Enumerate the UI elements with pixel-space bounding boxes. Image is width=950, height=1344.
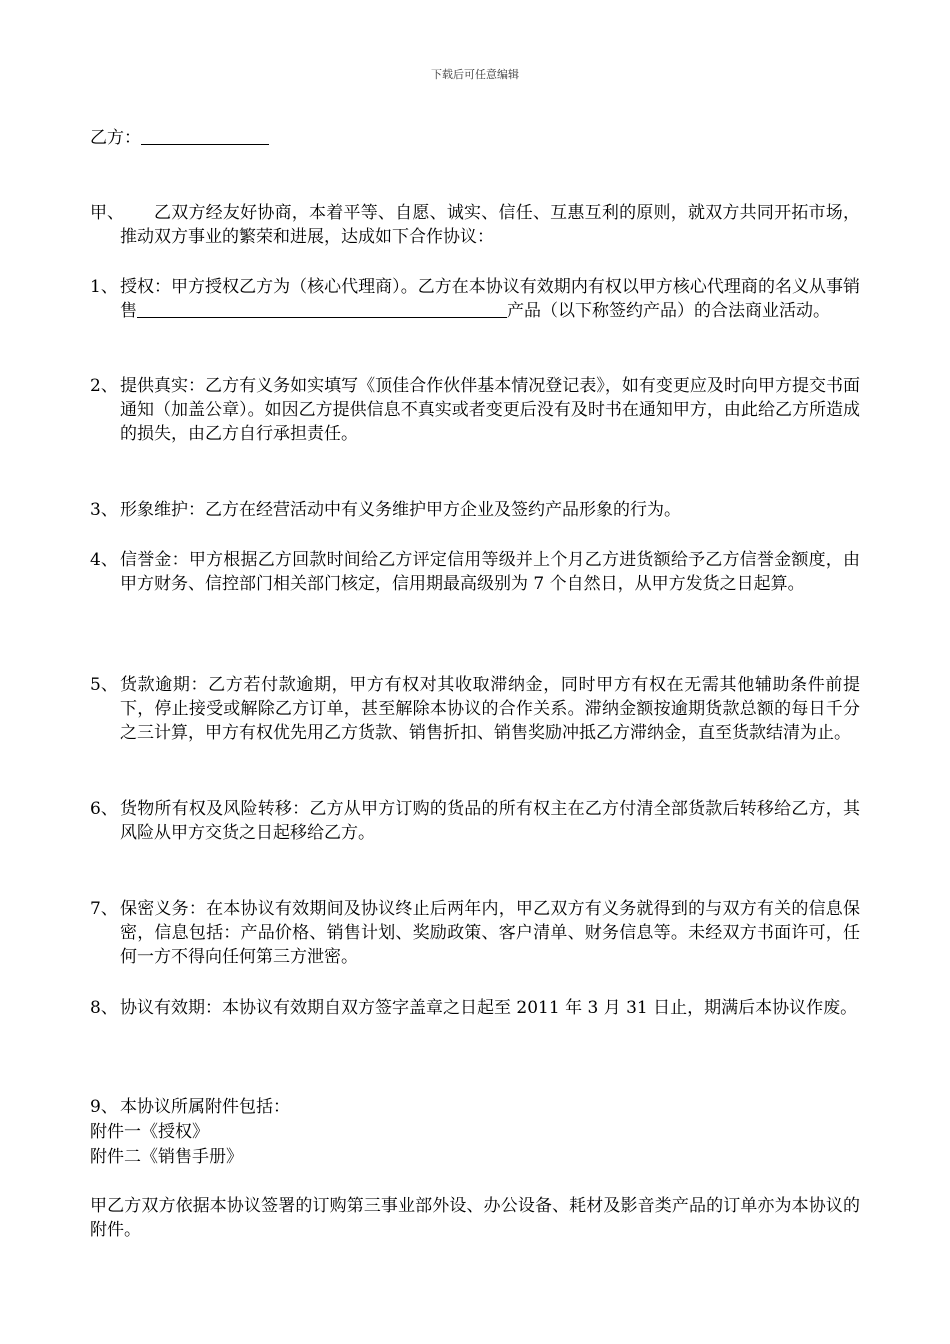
intro-paragraph: [90, 201, 860, 249]
clause-8-text: 协议有效期：本协议有效期自双方签字盖章之日起至 2011 年 3 月 31 日止，期满后本协议作废。: [120, 998, 858, 1018]
clause-2-num: 2、: [90, 376, 118, 396]
clause-1-text: [120, 275, 860, 323]
clause-3-num: 3、: [90, 500, 118, 520]
clause-6-num: 6、: [90, 799, 118, 819]
header-note: 下载后可任意编辑: [431, 68, 519, 81]
party-b-label: 乙方：: [90, 128, 141, 148]
clause-4-text: 信誉金：甲方根据乙方回款时间给乙方评定信用等级并上个月乙方进货额给予乙方信誉金额度，由甲方财务、信控部门相关部门核定，信用期最高级别为 7 个自然日，从甲方发货之日起算。: [120, 550, 860, 594]
clause-4-num: 4、: [90, 550, 118, 570]
clause-1-num: 1、: [90, 277, 118, 297]
attachment-1: 附件一《授权》: [90, 1122, 209, 1142]
attachment-2: 附件二《销售手册》: [90, 1147, 243, 1167]
clause-8-num: 8、: [90, 998, 118, 1018]
intro-text: 乙双方经友好协商，本着平等、自愿、诚实、信任、互惠互利的原则，就双方共同开拓市场，推动双方事业的繁荣和进展，达成如下合作协议：: [120, 203, 860, 247]
clause-3-text: 形象维护：乙方在经营活动中有义务维护甲方企业及签约产品形象的行为。: [120, 500, 681, 520]
clause-4: [90, 548, 860, 596]
clause-5: [90, 673, 860, 745]
intro-num: 甲、: [90, 203, 124, 223]
clause-7-text: 保密义务：在本协议有效期间及协议终止后两年内，甲乙双方有义务就得到的与双方有关的信息保密，信息包括：产品价格、销售计划、奖励政策、客户清单、财务信息等。未经双方书面许可，任何一方不得向任何第三方泄密。: [120, 899, 860, 967]
product-blank[interactable]: [137, 300, 507, 318]
clause-7: [90, 897, 860, 969]
clause-9-num: 9、: [90, 1097, 118, 1117]
clause-1-text-after: 产品（以下称签约产品）的合法商业活动。: [507, 301, 830, 321]
clause-5-num: 5、: [90, 675, 118, 695]
clause-1: [90, 275, 860, 323]
clause-8: [90, 996, 860, 1020]
clause-6: [90, 797, 860, 845]
closing-paragraph: 甲乙方双方依据本协议签署的订购第三事业部外设、办公设备、耗材及影音类产品的订单亦为本协议的附件。: [90, 1196, 860, 1240]
clause-6-text: 货物所有权及风险转移：乙方从甲方订购的货品的所有权主在乙方付清全部货款后转移给乙方，其风险从甲方交货之日起移给乙方。: [120, 799, 860, 843]
clause-5-text: 货款逾期：乙方若付款逾期，甲方有权对其收取滞纳金，同时甲方有权在无需其他辅助条件前提下，停止接受或解除乙方订单，甚至解除本协议的合作关系。滞纳金额按逾期货款总额的每日千分之三计算，甲方有权优先用乙方货款、销售折扣、销售奖励冲抵乙方滞纳金，直至货款结清为止。: [120, 675, 860, 743]
party-b-blank[interactable]: [141, 126, 269, 145]
clause-9: [90, 1095, 860, 1119]
party-b-line: [90, 126, 269, 150]
clause-7-num: 7、: [90, 899, 118, 919]
clause-1-text-before: 授权：甲方授权乙方为（核心代理商）。乙方在本协议有效期内有权以甲方核心代理商的名义从事销售: [120, 277, 860, 321]
clause-2-text: 提供真实：乙方有义务如实填写《顶佳合作伙伴基本情况登记表》，如有变更应及时向甲方提交书面通知（加盖公章）。如因乙方提供信息不真实或者变更后没有及时书在通知甲方，由此给乙方所造成的损失，由乙方自行承担责任。: [120, 376, 860, 444]
clause-9-text: 本协议所属附件包括：: [120, 1097, 290, 1117]
clause-3: [90, 498, 860, 522]
clause-2: [90, 374, 860, 446]
